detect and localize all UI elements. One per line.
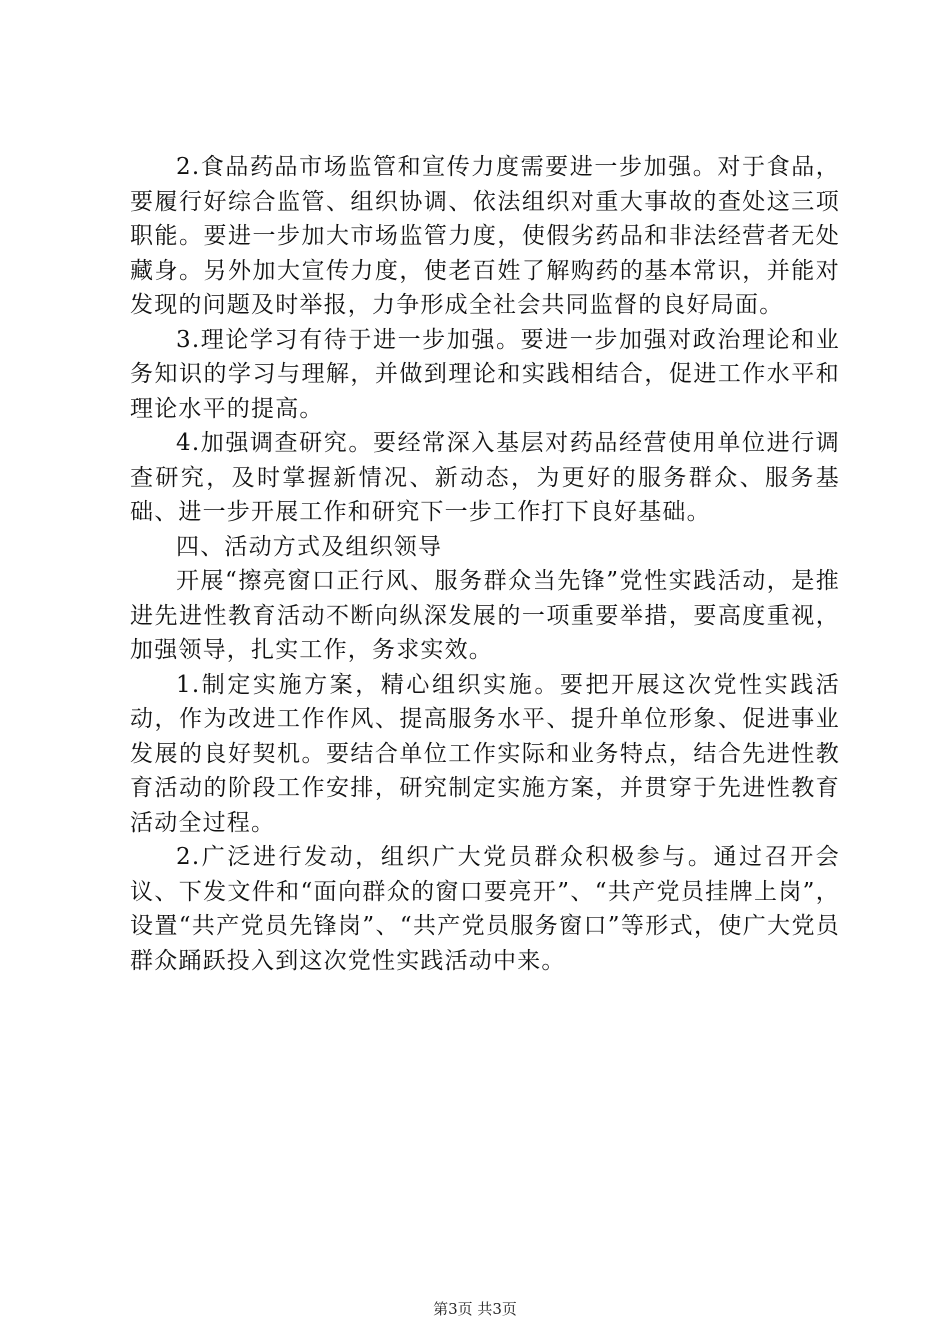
page-number-footer: 第3页 共3页 <box>433 1300 517 1318</box>
document-body <box>130 150 840 978</box>
section-heading-activity-method: 四、活动方式及组织领导 <box>176 533 443 560</box>
paragraph-investigation-research: 4.加强调查研究。要经常深入基层对药品经营使用单位进行调查研究，及时掌握新情况、新动态，为更好的服务群众、服务基础、进一步开展工作和研究下一步工作打下良好基础。 <box>130 430 840 525</box>
paragraph-food-drug-supervision: 2.食品药品市场监管和宣传力度需要进一步加强。对于食品，要履行好综合监管、组织协调、依法组织对重大事故的查处这三项职能。要进一步加大市场监管力度，使假劣药品和非法经营者无处藏身。另外加大宣传力度，使老百姓了解购药的基本常识，并能对发现的问题及时举报，力争形成全社会共同监督的良好局面。 <box>130 154 840 318</box>
paragraph-theory-study: 3.理论学习有待于进一步加强。要进一步加强对政治理论和业务知识的学习与理解，并做到理论和实践相结合，促进工作水平和理论水平的提高。 <box>130 326 840 422</box>
paragraph-activity-overview: 开展“擦亮窗口正行风、服务群众当先锋”党性实践活动，是推进先进性教育活动不断向纵深发展的一项重要举措，要高度重视，加强领导，扎实工作，务求实效。 <box>130 568 840 663</box>
paragraph-implementation-plan: 1.制定实施方案，精心组织实施。要把开展这次党性实践活动，作为改进工作作风、提高服务水平、提升单位形象、促进事业发展的良好契机。要结合单位工作实际和业务特点，结合先进性教育活动的阶段工作安排，研究制定实施方案，并贯穿于先进性教育活动全过程。 <box>130 671 840 836</box>
paragraph-mobilization: 2.广泛进行发动，组织广大党员群众积极参与。通过召开会议、下发文件和“面向群众的窗口要亮开”、“共产党员挂牌上岗”，设置“共产党员先锋岗”、“共产党员服务窗口”等形式，使广大党员群众踊跃投入到这次党性实践活动中来。 <box>130 844 840 974</box>
